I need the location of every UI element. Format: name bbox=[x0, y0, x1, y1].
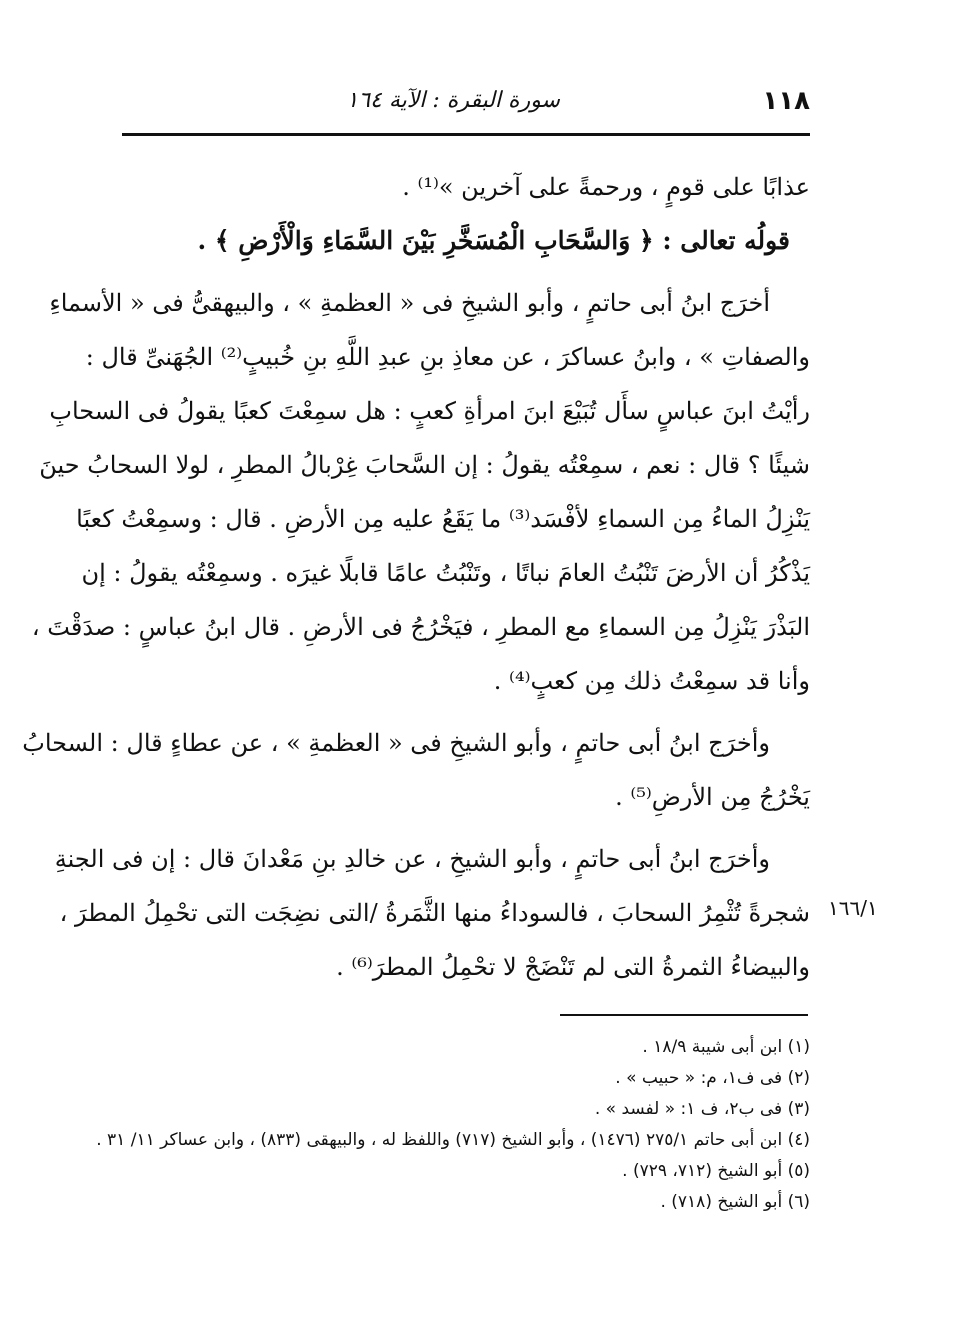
footnotes bbox=[96, 1032, 810, 1218]
text-line: وأخرَج ابنُ أبى حاتمٍ ، وأبو الشيخِ فى « العظمةِ » ، عن عطاءٍ قال : السحابُ bbox=[22, 729, 770, 757]
running-head: سورة البقرة : الآية ١٦٤ bbox=[346, 88, 560, 113]
verse-lead: قولُه تعالى : bbox=[662, 226, 790, 255]
text-line: والصفاتِ » ، وابنُ عساكرَ ، عن معاذِ بنِ عبدِ اللَّهِ بنِ خُبيبٍ⁽²⁾ الجُهَنىِّ قال : bbox=[85, 343, 810, 371]
footnote: (٣) فى ب٢، ف ١: « لفسد » . bbox=[594, 1099, 810, 1119]
page-number: ١١٨ bbox=[762, 86, 810, 116]
text-line: شيئًا ؟ قال : نعم ، سمِعْتُه يقولُ : إن السَّحابَ غِرْبالُ المطرِ ، لولا السحابُ حينَ bbox=[39, 451, 810, 479]
main-text bbox=[22, 160, 810, 1002]
text-line: وأنا قد سمِعْتُ ذلك مِن كعبٍ⁽⁴⁾ . bbox=[493, 667, 810, 695]
text-line: شجرةً تُثْمِرُ السحابَ ، فالسوداءُ منها الثَّمَرةُ /التى نضِجَت التى تحْمِلُ المطرَ ، bbox=[59, 899, 810, 927]
paragraph-continuation bbox=[122, 160, 810, 268]
footnote-rule bbox=[560, 1014, 808, 1016]
text-line: أخرَج ابنُ أبى حاتمٍ ، وأبو الشيخِ فى « العظمةِ » ، والبيهقىُّ فى « الأسماءِ bbox=[49, 289, 770, 317]
page-header bbox=[122, 86, 810, 126]
verse-heading bbox=[122, 214, 810, 268]
text-line: عذابًا على قومٍ ، ورحمةً على آخرين »⁽¹⁾ . bbox=[402, 173, 810, 201]
text-line: رأيْتُ ابنَ عباسٍ سأَل تُبَيْعَ ابنَ امرأةِ كعبٍ : هل سمِعْتَ كعبًا يقولُ فى السحابِ bbox=[49, 397, 810, 425]
paragraph-narration-3 bbox=[54, 832, 810, 994]
paragraph-narration-1 bbox=[31, 276, 810, 708]
paragraph-narration-2 bbox=[22, 716, 810, 824]
text-line: يَخْرُجُ مِن الأرضِ⁽⁵⁾ . bbox=[615, 783, 810, 811]
footnote: (٤) ابن أبى حاتم ٢٧٥/١ (١٤٧٦) ، وأبو الشيخ (٧١٧) واللفظ له ، والبيهقى (٨٣٣) ، وابن عساكر ١١/ ٣١ . bbox=[96, 1130, 810, 1150]
footnote: (١) ابن أبى شيبة ١٨/٩ . bbox=[642, 1037, 810, 1057]
text-line: يَنْزِلُ الماءُ مِن السماءِ لأفْسَد⁽³⁾ ما يَقَعُ عليه مِن الأرضِ . قال : وسمِعْتُ كعبًا bbox=[76, 505, 810, 533]
footnote: (٢) فى ف١، م: « حبيب » . bbox=[615, 1068, 810, 1088]
verse-quote: ﴿ وَالسَّحَابِ الْمُسَخَّرِ بَيْنَ السَّمَاءِ وَالْأَرْضِ ﴾ . bbox=[197, 226, 654, 255]
footnote: (٥) أبو الشيخ (٧١٢، ٧٢٩) . bbox=[622, 1161, 810, 1181]
text-line: البَذْرَ يَنْزِلُ مِن السماءِ مع المطرِ ، فيَخْرُجُ فى الأرضِ . قال ابنُ عباسٍ : صدَقْتَ ، bbox=[31, 613, 810, 641]
text-line: يَذْكُرُ أن الأرضَ تَنْبُتُ العامَ نباتًا ، وتَنْبُتُ عامًا قابلًا غيرَه . وسمِعْتُه يقولُ : إن bbox=[81, 559, 810, 587]
header-rule bbox=[122, 133, 810, 136]
text-line: وأخرَج ابنُ أبى حاتمٍ ، وأبو الشيخِ ، عن خالدِ بنِ مَعْدانَ قال : إن فى الجنةِ bbox=[54, 845, 770, 873]
text-line: والبيضاءُ الثمرةُ التى لم تَنْضَجْ لا تحْمِلُ المطرَ⁽⁶⁾ . bbox=[336, 953, 810, 981]
margin-reference: ١٦٦/١ bbox=[828, 896, 878, 920]
footnote: (٦) أبو الشيخ (٧١٨) . bbox=[660, 1192, 810, 1212]
